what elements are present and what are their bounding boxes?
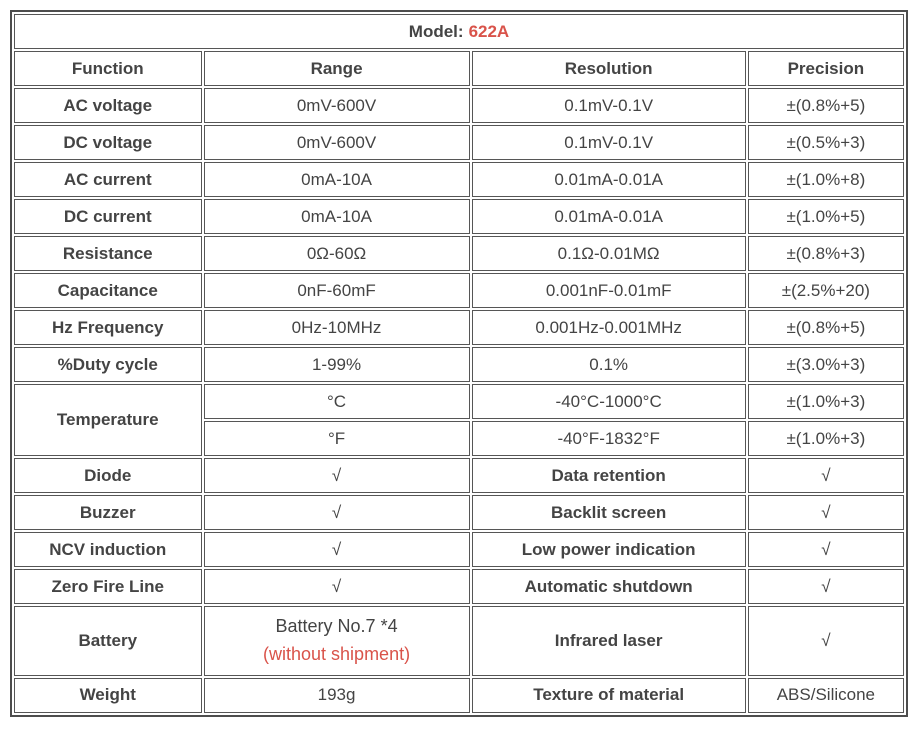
function-cell-temperature: Temperature <box>14 384 202 456</box>
table-row <box>14 199 904 234</box>
function-cell-weight: Weight <box>14 678 202 713</box>
range-cell: 0mA-10A <box>204 199 470 234</box>
range-cell: 0Ω-60Ω <box>204 236 470 271</box>
table-row <box>14 273 904 308</box>
battery-shipment-note: (without shipment) <box>263 643 411 664</box>
table-row <box>14 88 904 123</box>
feature-label-cell: Data retention <box>472 458 746 493</box>
resolution-cell: -40°F-1832°F <box>472 421 746 456</box>
precision-cell: ±(1.0%+8) <box>748 162 904 197</box>
material-value-cell: ABS/Silicone <box>748 678 904 713</box>
check-cell: √ <box>204 569 470 604</box>
table-row <box>14 495 904 530</box>
function-cell-battery: Battery <box>14 606 202 676</box>
range-cell: °C <box>204 384 470 419</box>
function-cell: NCV induction <box>14 532 202 567</box>
model-label: Model: <box>408 21 464 41</box>
check-cell: √ <box>748 569 904 604</box>
table-row <box>14 532 904 567</box>
range-cell: 0mV-600V <box>204 125 470 160</box>
table-row <box>14 458 904 493</box>
range-cell: °F <box>204 421 470 456</box>
precision-cell: ±(1.0%+3) <box>748 384 904 419</box>
precision-cell: ±(1.0%+5) <box>748 199 904 234</box>
model-cell <box>14 14 904 49</box>
range-cell: 0mV-600V <box>204 88 470 123</box>
resolution-cell: 0.1mV-0.1V <box>472 88 746 123</box>
table-row <box>14 347 904 382</box>
function-cell: Diode <box>14 458 202 493</box>
resolution-cell: 0.001nF-0.01mF <box>472 273 746 308</box>
range-cell: 0Hz-10MHz <box>204 310 470 345</box>
battery-row <box>14 606 904 676</box>
model-row <box>14 14 904 49</box>
check-cell: √ <box>204 532 470 567</box>
check-cell: √ <box>204 458 470 493</box>
precision-cell: ±(3.0%+3) <box>748 347 904 382</box>
feature-label-cell-infrared: Infrared laser <box>472 606 746 676</box>
column-header-resolution: Resolution <box>472 51 746 86</box>
feature-label-cell: Automatic shutdown <box>472 569 746 604</box>
table-row <box>14 236 904 271</box>
precision-cell: ±(0.8%+3) <box>748 236 904 271</box>
function-cell: DC voltage <box>14 125 202 160</box>
check-cell: √ <box>204 495 470 530</box>
check-cell: √ <box>748 495 904 530</box>
precision-cell: ±(0.8%+5) <box>748 88 904 123</box>
function-cell: Buzzer <box>14 495 202 530</box>
column-header-range: Range <box>204 51 470 86</box>
battery-range-cell <box>204 606 470 676</box>
precision-cell: ±(0.8%+5) <box>748 310 904 345</box>
function-cell: DC current <box>14 199 202 234</box>
column-header-precision: Precision <box>748 51 904 86</box>
resolution-cell: 0.01mA-0.01A <box>472 199 746 234</box>
function-cell: AC voltage <box>14 88 202 123</box>
column-header-row <box>14 51 904 86</box>
resolution-cell: -40°C-1000°C <box>472 384 746 419</box>
weight-row <box>14 678 904 713</box>
function-cell: Capacitance <box>14 273 202 308</box>
function-cell: AC current <box>14 162 202 197</box>
range-cell: 0nF-60mF <box>204 273 470 308</box>
weight-value-cell: 193g <box>204 678 470 713</box>
feature-label-cell: Backlit screen <box>472 495 746 530</box>
precision-cell: ±(1.0%+3) <box>748 421 904 456</box>
resolution-cell: 0.1% <box>472 347 746 382</box>
check-cell: √ <box>748 532 904 567</box>
check-cell: √ <box>748 458 904 493</box>
resolution-cell: 0.001Hz-0.001MHz <box>472 310 746 345</box>
function-cell: Resistance <box>14 236 202 271</box>
model-value: 622A <box>468 21 510 41</box>
precision-cell: ±(0.5%+3) <box>748 125 904 160</box>
feature-label-cell-material: Texture of material <box>472 678 746 713</box>
range-cell: 0mA-10A <box>204 162 470 197</box>
table-row <box>14 162 904 197</box>
battery-type-text: Battery No.7 *4 <box>275 616 398 636</box>
resolution-cell: 0.1mV-0.1V <box>472 125 746 160</box>
spec-table <box>10 10 908 717</box>
function-cell: %Duty cycle <box>14 347 202 382</box>
check-cell: √ <box>748 606 904 676</box>
resolution-cell: 0.01mA-0.01A <box>472 162 746 197</box>
function-cell: Zero Fire Line <box>14 569 202 604</box>
temperature-row-celsius <box>14 384 904 419</box>
column-header-function: Function <box>14 51 202 86</box>
precision-cell: ±(2.5%+20) <box>748 273 904 308</box>
table-row <box>14 569 904 604</box>
resolution-cell: 0.1Ω-0.01MΩ <box>472 236 746 271</box>
table-row <box>14 310 904 345</box>
table-row <box>14 125 904 160</box>
range-cell: 1-99% <box>204 347 470 382</box>
feature-label-cell: Low power indication <box>472 532 746 567</box>
function-cell: Hz Frequency <box>14 310 202 345</box>
